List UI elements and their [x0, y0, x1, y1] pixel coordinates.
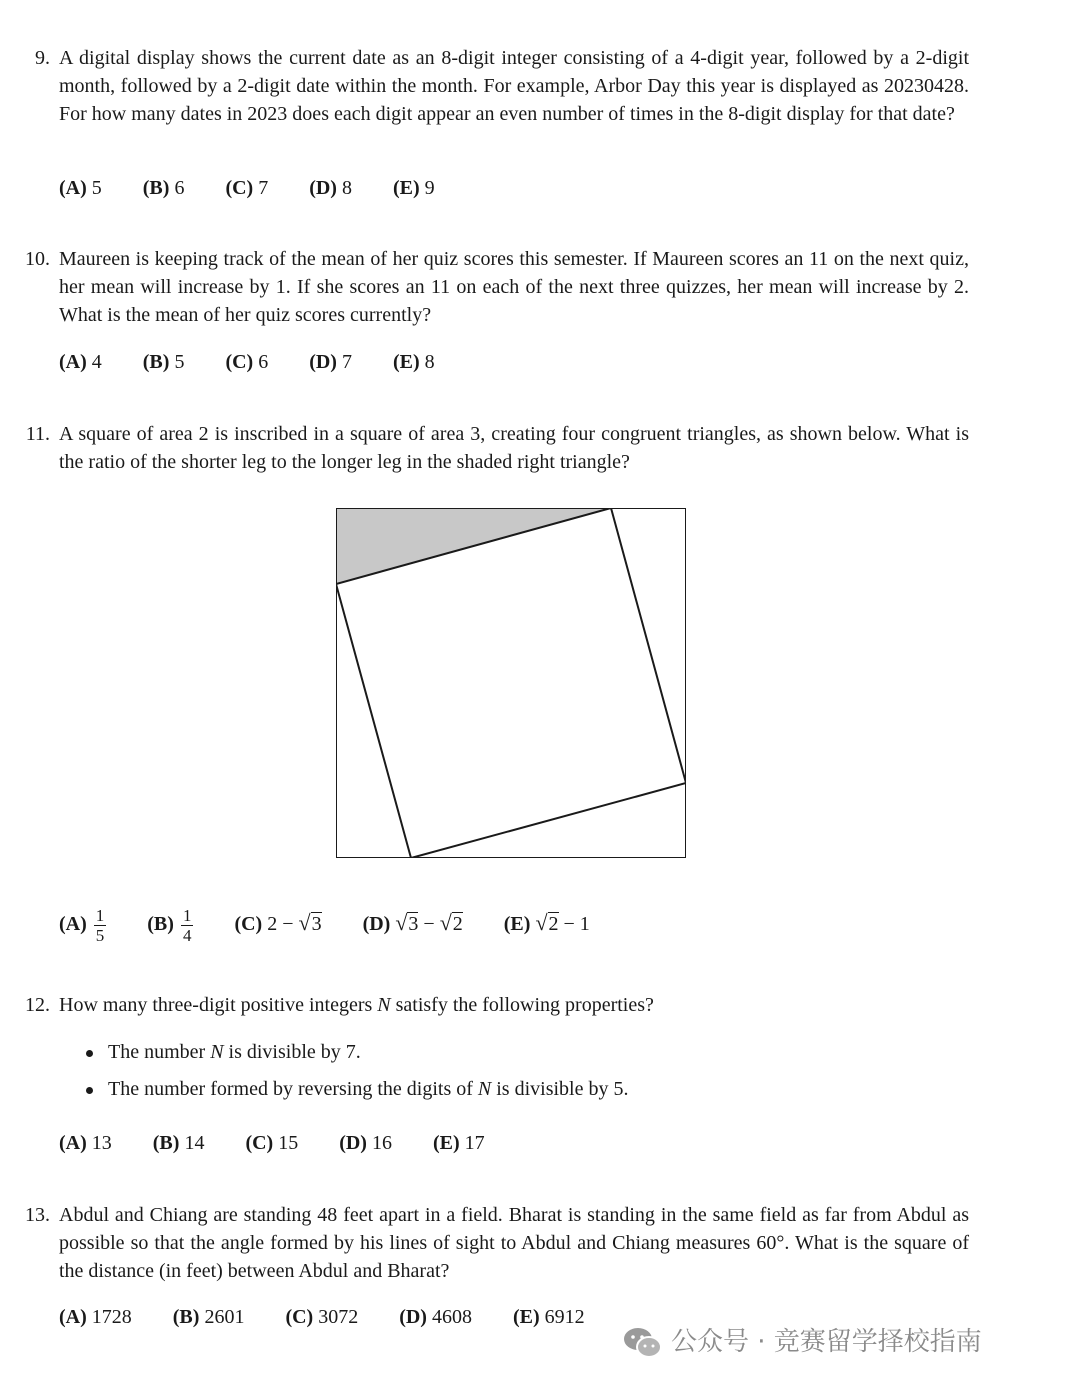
answer-choices [59, 1129, 521, 1157]
watermark [623, 1322, 982, 1362]
choice-b: (B) 6 [142, 177, 185, 199]
choice-d: (D) 7 [309, 351, 352, 373]
choice-b: (B) 5 [142, 351, 185, 373]
choice-a: (A) 5 [59, 177, 102, 199]
choice-e: (E) 8 [392, 351, 435, 373]
watermark-text: 公众号 · 竞赛留学择校指南 [671, 1327, 982, 1357]
problem-number: 10. [25, 248, 50, 270]
choice-c: (C) 3072 [285, 1306, 359, 1328]
choice-e: (E) 6912 [512, 1306, 585, 1328]
problem-text: A digital display shows the current date as an 8-digit integer consisting of a 4-digit year, followed by a 2-digit month, followed by a 2-digit date within the month. For example, Arbor Day this year is displayed as 20230428. For how many dates in 2023 does each digit appear an even number of times in the 8-digit display for that date? [59, 47, 969, 125]
choice-b: (B) 2601 [172, 1306, 245, 1328]
inscribed-squares-figure [336, 508, 686, 858]
list-item: The number formed by reversing the digits of N is divisible by 5. [86, 1075, 628, 1103]
choice-e: (E) √2 − 1 [503, 910, 590, 935]
list-item: The number N is divisible by 7. [86, 1038, 628, 1066]
answer-choices [59, 1303, 621, 1331]
choice-c: (C) 2 − √3 [234, 910, 322, 935]
wechat-icon [623, 1326, 663, 1360]
choice-a: (A) 4 [59, 351, 102, 373]
problem-text: Maureen is keeping track of the mean of her quiz scores this semester. If Maureen scores an 11 on the next quiz, her mean will increase by 1. If she scores an 11 on each of the next three quizzes, her mean will increase by 2. What is the mean of her quiz scores currently? [59, 248, 969, 326]
choice-d: (D) 16 [339, 1132, 392, 1154]
problem-number: 11. [25, 423, 50, 445]
choice-e: (E) 9 [392, 177, 435, 199]
choice-d: (D) 4608 [399, 1306, 472, 1328]
choice-a: (A) 13 [59, 1132, 112, 1154]
choice-b: (B) 14 [152, 1132, 205, 1154]
choice-d: (D) 8 [309, 177, 352, 199]
answer-choices [59, 348, 471, 376]
problem-number: 12. [25, 994, 50, 1016]
answer-choices [59, 902, 626, 945]
choice-c: (C) 6 [225, 351, 269, 373]
choice-b: (B) $\frac{1}{4}$ [147, 905, 192, 945]
problem-text: A square of area 2 is inscribed in a square of area 3, creating four congruent triangles, as shown below. What is the ratio of the shorter leg to the longer leg in the shaded right triangle? [59, 423, 969, 473]
problem-text: Abdul and Chiang are standing 48 feet apart in a field. Bharat is standing in the same field as far from Abdul as possible so that the angle formed by his lines of sight to Abdul and Chiang measures 60°. What is the square of the distance (in feet) between Abdul and Bharat? [59, 1204, 969, 1282]
choice-d: (D) √3 − √2 [362, 910, 463, 935]
answer-choices [59, 174, 471, 202]
choice-c: (C) 7 [225, 177, 269, 199]
choice-e: (E) 17 [432, 1132, 485, 1154]
bullet-icon [86, 1087, 93, 1094]
problem-number: 13. [25, 1204, 50, 1226]
bullet-icon [86, 1050, 93, 1057]
problem-text: How many three-digit positive integers N satisfy the following properties? [59, 994, 654, 1016]
choice-a: (A) $\frac{1}{5}$ [59, 905, 105, 945]
choice-a: (A) 1728 [59, 1306, 132, 1328]
property-list [86, 1038, 628, 1112]
choice-c: (C) 15 [245, 1132, 299, 1154]
problem-number: 9. [35, 47, 50, 69]
